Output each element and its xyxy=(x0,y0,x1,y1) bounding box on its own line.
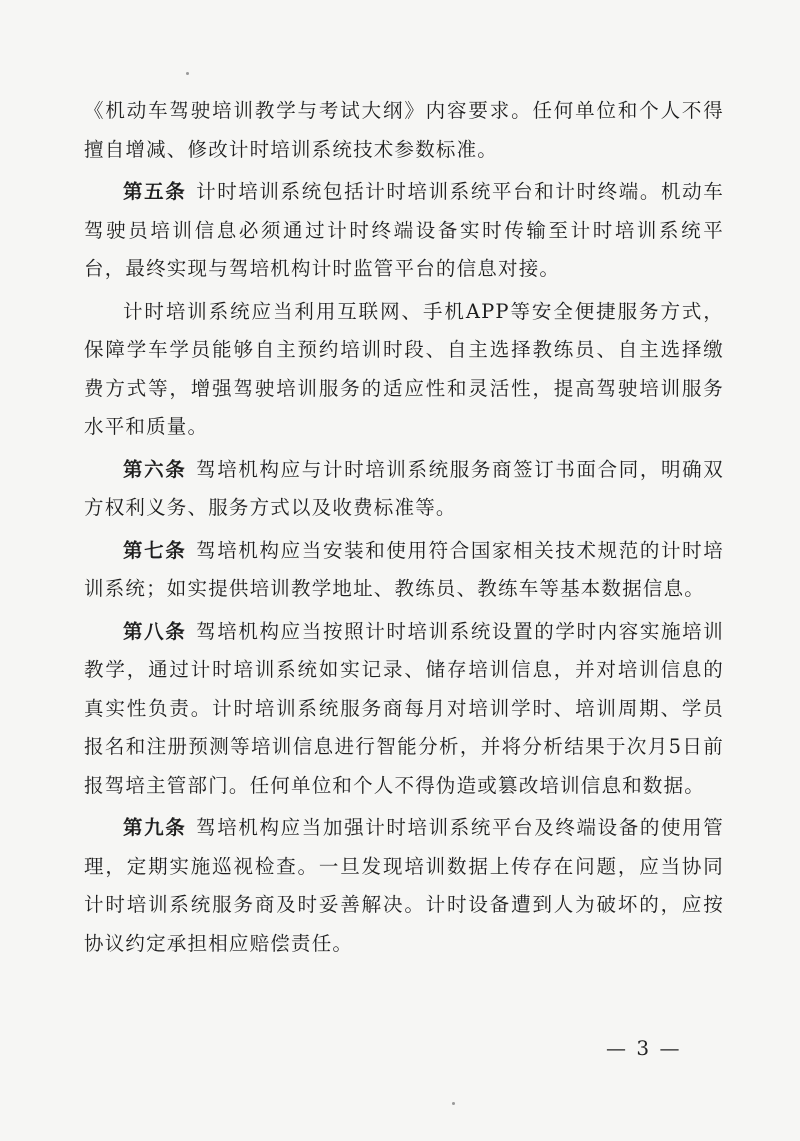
paragraph-text: 驾培机构应当加强计时培训系统平台及终端设备的使用管理，定期实施巡视检查。一旦发现培训数据上传存在问题，应当协同计时培训系统服务商及时妥善解决。计时设备遭到人为破坏的，应按协议约定承担相应赔偿责任。 xyxy=(84,816,724,955)
paragraph-article-8 xyxy=(84,613,724,806)
document-body xyxy=(84,92,724,963)
paragraph-article-5-continued xyxy=(84,293,724,447)
paragraph-article-5 xyxy=(84,173,724,289)
article-label: 第五条 xyxy=(123,180,187,203)
scan-speck xyxy=(452,1102,455,1105)
paragraph-article-9 xyxy=(84,809,724,963)
article-label: 第六条 xyxy=(123,457,187,481)
article-label: 第八条 xyxy=(123,619,187,643)
paragraph-article-7 xyxy=(84,532,724,609)
article-label: 第九条 xyxy=(123,816,187,839)
paragraph-text: 《机动车驾驶培训教学与考试大纲》内容要求。任何单位和个人不得擅自增减、修改计时培训系统技术参数标准。 xyxy=(84,99,724,161)
paragraph-text: 计时培训系统包括计时培训系统平台和计时终端。机动车驾驶员培训信息必须通过计时终端设备实时传输至计时培训系统平台，最终实现与驾培机构计时监管平台的信息对接。 xyxy=(84,180,724,280)
paragraph-text: 驾培机构应当安装和使用符合国家相关技术规范的计时培训系统；如实提供培训教学地址、教练员、教练车等基本数据信息。 xyxy=(84,538,724,600)
scan-speck xyxy=(186,72,189,75)
paragraph-text: 驾培机构应当按照计时培训系统设置的学时内容实施培训教学，通过计时培训系统如实记录、储存培训信息，并对培训信息的真实性负责。计时培训系统服务商每月对培训学时、培训周期、学员报名和注册预测等培训信息进行智能分析，并将分析结果于次月5日前报驾培主管部门。任何单位和个人不得伪造或篡改培训信息和数据。 xyxy=(84,619,724,797)
paragraph-article-6 xyxy=(84,451,724,528)
paragraph-text: 驾培机构应与计时培训系统服务商签订书面合同，明确双方权利义务、服务方式以及收费标准等。 xyxy=(84,457,724,519)
page-number: — 3 — xyxy=(606,1036,682,1060)
paragraph-text: 计时培训系统应当利用互联网、手机APP等安全便捷服务方式，保障学车学员能够自主预约培训时段、自主选择教练员、自主选择缴费方式等，增强驾驶培训服务的适应性和灵活性，提高驾驶培训服务水平和质量。 xyxy=(84,299,724,438)
article-label: 第七条 xyxy=(123,538,187,562)
paragraph-intro xyxy=(84,92,724,169)
